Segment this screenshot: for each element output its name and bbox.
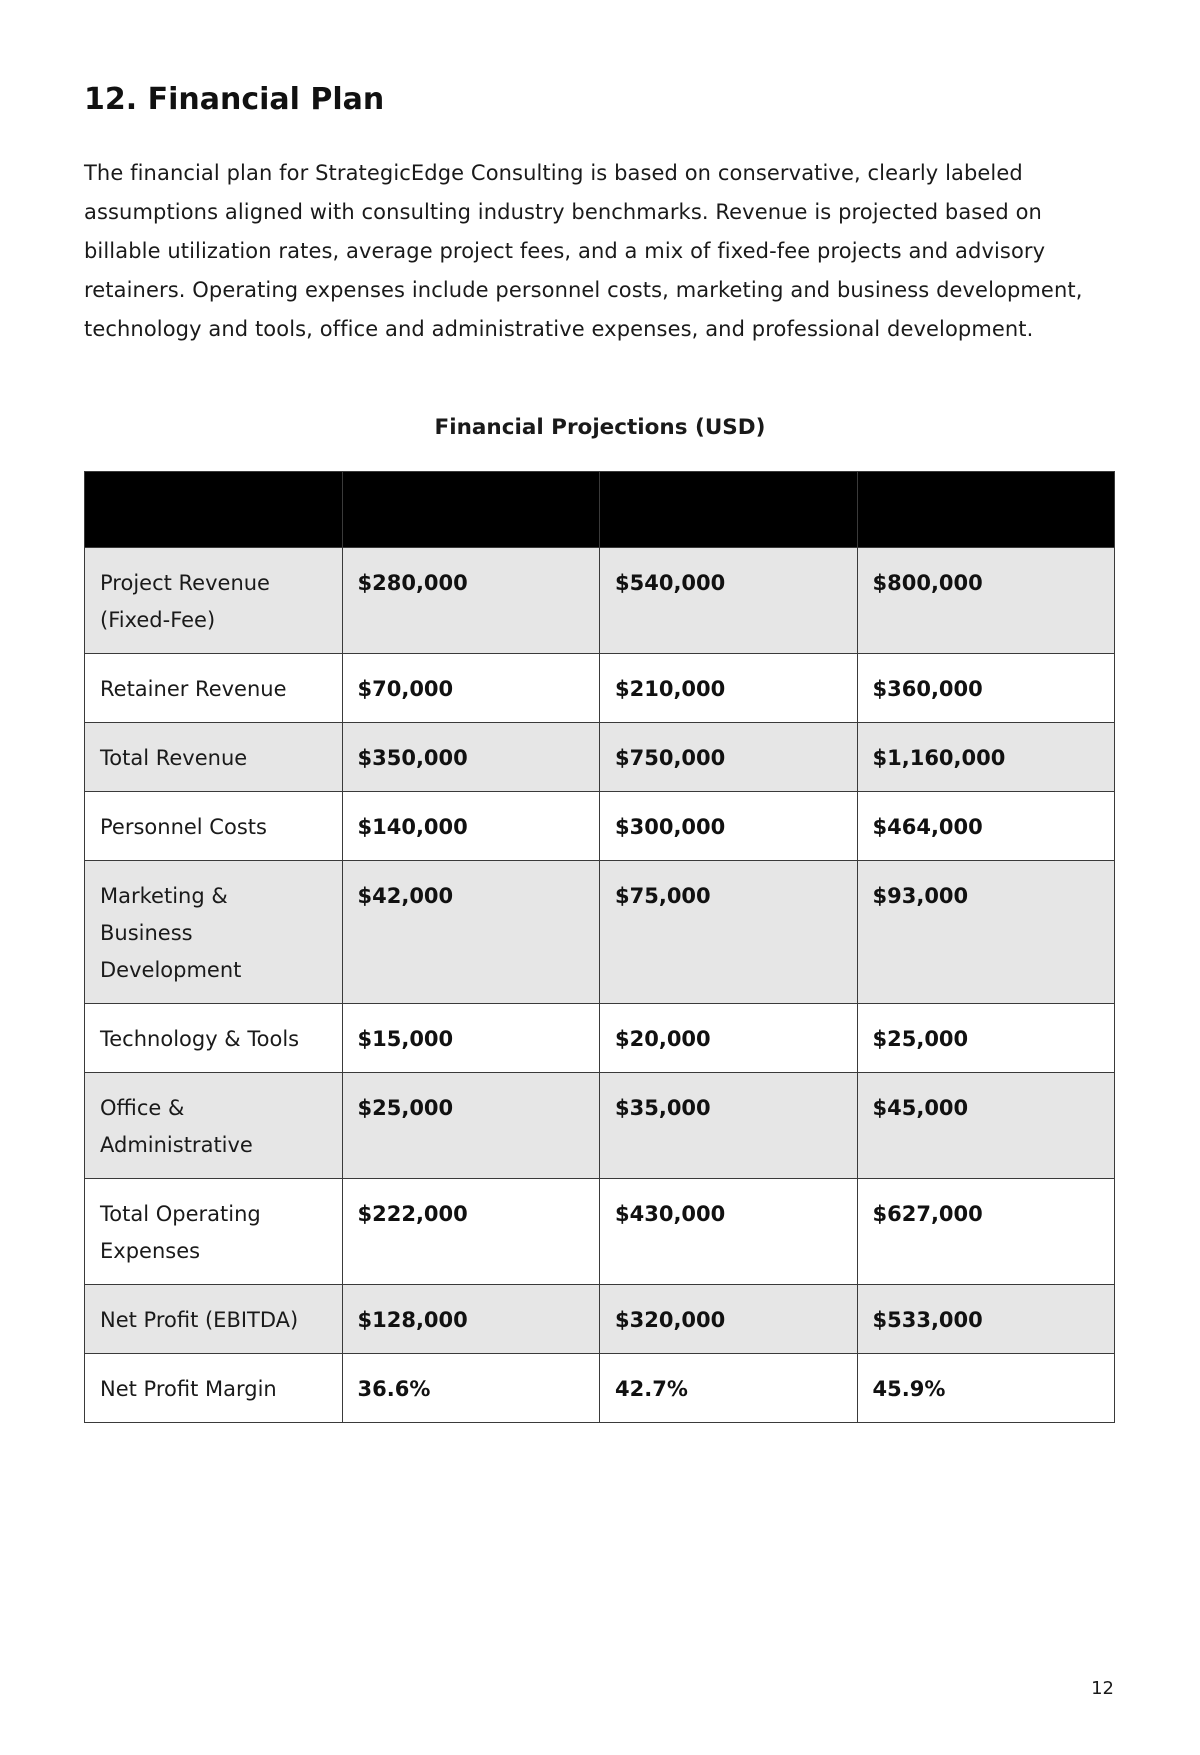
- value-cell: $35,000: [600, 1073, 858, 1179]
- value-cell: $280,000: [342, 548, 600, 654]
- value-cell: $15,000: [342, 1004, 600, 1073]
- value-cell: 36.6%: [342, 1354, 600, 1423]
- value-cell: $128,000: [342, 1285, 600, 1354]
- table-row: [85, 1004, 1115, 1073]
- value-cell: $20,000: [600, 1004, 858, 1073]
- value-cell: 42.7%: [600, 1354, 858, 1423]
- value-cell: $70,000: [342, 654, 600, 723]
- value-cell: $25,000: [342, 1073, 600, 1179]
- table-row: [85, 654, 1115, 723]
- financial-projections-table: [84, 471, 1115, 1423]
- table-header: [85, 472, 1115, 548]
- page-number: 12: [1091, 1678, 1114, 1699]
- value-cell: $533,000: [857, 1285, 1115, 1354]
- value-cell: $75,000: [600, 861, 858, 1004]
- header-cell: [857, 472, 1115, 548]
- value-cell: $42,000: [342, 861, 600, 1004]
- table-body: [85, 548, 1115, 1423]
- value-cell: $222,000: [342, 1179, 600, 1285]
- row-label: Marketing & Business Development: [85, 861, 343, 1004]
- section-heading: 12. Financial Plan: [84, 82, 385, 117]
- table-row: [85, 861, 1115, 1004]
- table-row: [85, 1354, 1115, 1423]
- row-label: Personnel Costs: [85, 792, 343, 861]
- intro-paragraph: The financial plan for StrategicEdge Consulting is based on conservative, clearly labeled assumptions aligned with consulting industry benchmarks. Revenue is projected based on billable utilization rates, average project fees, and a mix of fixed-fee projects and advisory retainers. Operating expenses include personnel costs, marketing and business development, technology and tools, office and administrative expenses, and professional development.: [84, 161, 1083, 341]
- table-caption: Financial Projections (USD): [434, 415, 766, 440]
- value-cell: $360,000: [857, 654, 1115, 723]
- header-cell: [85, 472, 343, 548]
- value-cell: $140,000: [342, 792, 600, 861]
- table-row: [85, 548, 1115, 654]
- header-cell: [342, 472, 600, 548]
- table-row: [85, 792, 1115, 861]
- value-cell: $45,000: [857, 1073, 1115, 1179]
- value-cell: $320,000: [600, 1285, 858, 1354]
- value-cell: $300,000: [600, 792, 858, 861]
- value-cell: $464,000: [857, 792, 1115, 861]
- row-label: Total Revenue: [85, 723, 343, 792]
- value-cell: $540,000: [600, 548, 858, 654]
- value-cell: $750,000: [600, 723, 858, 792]
- table-row: [85, 1073, 1115, 1179]
- value-cell: $93,000: [857, 861, 1115, 1004]
- table-row: [85, 1285, 1115, 1354]
- value-cell: $627,000: [857, 1179, 1115, 1285]
- value-cell: $210,000: [600, 654, 858, 723]
- row-label: Net Profit Margin: [85, 1354, 343, 1423]
- table-header-row: [85, 472, 1115, 548]
- row-label: Project Revenue (Fixed-Fee): [85, 548, 343, 654]
- table-row: [85, 1179, 1115, 1285]
- value-cell: $350,000: [342, 723, 600, 792]
- header-cell: [600, 472, 858, 548]
- row-label: Total Operating Expenses: [85, 1179, 343, 1285]
- value-cell: $25,000: [857, 1004, 1115, 1073]
- row-label: Technology & Tools: [85, 1004, 343, 1073]
- row-label: Retainer Revenue: [85, 654, 343, 723]
- table-row: [85, 723, 1115, 792]
- row-label: Net Profit (EBITDA): [85, 1285, 343, 1354]
- value-cell: $430,000: [600, 1179, 858, 1285]
- value-cell: $1,160,000: [857, 723, 1115, 792]
- financial-projections-table-container: [84, 471, 1115, 1423]
- value-cell: $800,000: [857, 548, 1115, 654]
- row-label: Office & Administrative: [85, 1073, 343, 1179]
- value-cell: 45.9%: [857, 1354, 1115, 1423]
